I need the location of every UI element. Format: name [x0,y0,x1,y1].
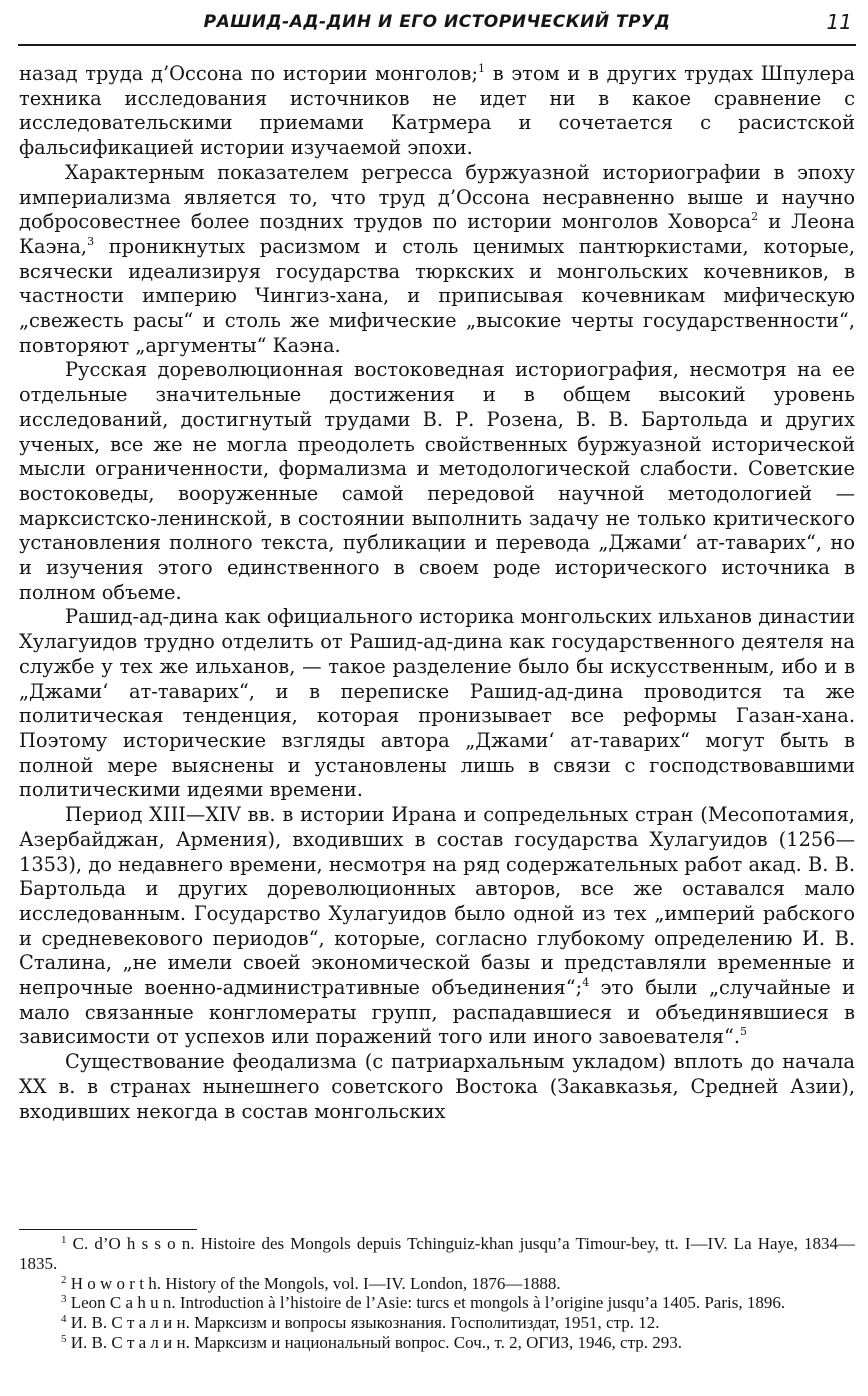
paragraph-2-text-a: Характерным показателем регресса буржуазной историографии в эпоху империализма является то, что труд д’Оссона несравненно выше и научно добросовестнее более поздних трудов по истории монголов Ховорса [19,160,855,234]
paragraph-2 [19,161,855,359]
footnote-2-number: 2 [61,1273,67,1286]
footnote-3-text: Leon C a h u n. Introduction à l’histoire de l’Asie: turcs et mongols à l’origine jusqu’a 1405. Paris, 1896. [70,1293,786,1313]
footnote-ref-1: 1 [478,62,485,75]
paragraph-1-text-a: назад труда д’Оссона по истории монголов; [19,62,478,85]
page-number: 11 [826,10,852,34]
paragraph-1 [19,62,855,161]
paragraph-1-text-b: в этом и в других трудах Шпулера техника исследования источников не идет ни в какое сравнение с исследовательскими приемами Катрмера и сочетается с расистской фальсификацией истории изучаемой эпохи. [19,62,855,160]
footnote-5-number: 5 [61,1332,67,1345]
footnote-1-text: C. d’O h s s o n. Histoire des Mongols depuis Tchinguiz-khan jusqu’a Timour-bey, tt. I—IV. La Haye, 1834—1835. [19,1234,855,1273]
footnote-ref-5: 5 [740,1025,748,1039]
paragraph-3: Русская дореволюционная востоковедная историография, несмотря на ее отдельные значительные достижения и в общем высокий уровень исследований, достигнутый трудами В. Р. Розена, В. В. Бартольда и других ученых, все же не могла преодолеть свойственных буржуазной исторической мысли ограниченности, формализма и методологической слабости. Советские востоковеды, вооруженные самой передовой научной методологией — марксистско-ленинской, в состоянии выполнить задачу не только критического установления полного текста, публикации и перевода „Джами‘ ат-таварих“, но и изучения этого единственного в своем роде исторического источника в полном объеме. [19,358,855,604]
paragraph-5-text-a: Период XIII—XIV вв. в истории Ирана и сопредельных стран (Месопотамия, Азербайджан, Армения), входивших в состав государства Хулагуидов (1256—1353), до недавнего времени, несмотря на ряд содержательных работ акад. В. В. Бартольда и других дореволюционных авторов, все же оставался мало исследованным. Государство Хулагуидов было одной из тех „империй рабского и средневекового периодов“, которые, согласно глубокому определению И. В. Сталина, „не имели своей экономической базы и представляли временные и непрочные военно-административные объединения“; [19,803,855,1000]
footnotes [19,1234,855,1353]
footnote-ref-3: 3 [87,234,95,248]
paragraph-5 [19,803,855,1050]
paragraph-2-text-b: и Леона Каэна, [19,210,855,258]
paragraph-2-text-c: проникнутых расизмом и столь ценимых пантюркистами, которые, всячески идеализируя государства тюркских и монгольских кочевников, в частности империю Чингиз-хана, и приписывая кочевникам мифическую „свежесть расы“ и столь же мифические „высокие черты государственности“, повторяют „аргументы“ Каэна. [19,234,855,357]
footnote-4-text: И. В. С т а л и н. Марксизм и вопросы языкознания. Госполитиздат, 1951, стр. 12. [70,1313,660,1333]
paragraph-4: Рашид-ад-дина как официального историка монгольских ильханов династии Хулагуидов трудно отделить от Рашид-ад-дина как государственного деятеля на службе у тех же ильханов, — такое разделение было бы искусственным, ибо и в „Джами‘ ат-таварих“, и в переписке Рашид-ад-дина проводится та же политическая тенденция, которая пронизывает все реформы Газан-хана. Поэтому исторические взгляды автора „Джами‘ ат-таварих“ могут быть в полной мере выяснены и установлены лишь в связи с господствовавшими политическими идеями времени. [19,605,855,802]
footnote-5 [19,1333,855,1353]
footnote-divider [19,1229,197,1230]
main-text [19,62,855,1124]
running-title: РАШИД-АД-ДИН И ЕГО ИСТОРИЧЕСКИЙ ТРУД [203,12,671,32]
paragraph-6: Существование феодализма (с патриархальным укладом) вплоть до начала XX в. в странах нынешнего советского Востока (Закавказья, Средней Азии), входивших некогда в состав монгольских [19,1050,855,1123]
footnote-ref-2: 2 [751,210,759,224]
footnote-4 [19,1313,855,1333]
footnote-ref-4: 4 [582,976,590,990]
page-header [18,8,856,46]
footnote-2 [19,1274,855,1294]
footnote-2-text: H o w o r t h. History of the Mongols, vol. I—IV. London, 1876—1888. [70,1273,561,1293]
footnote-1-number: 1 [61,1234,67,1246]
footnote-5-text: И. В. С т а л и н. Марксизм и национальный вопрос. Соч., т. 2, ОГИЗ, 1946, стр. 293. [70,1332,682,1352]
footnote-3 [19,1293,855,1313]
footnote-4-number: 4 [61,1313,67,1326]
footnote-1 [19,1234,855,1274]
paragraph-5-text-b: это были „случайные и мало связанные конгломераты групп, распадавшиеся и объединявшиеся в зависимости от успехов или поражений того или иного завоевателя“. [19,976,855,1049]
footnote-3-number: 3 [61,1293,67,1306]
